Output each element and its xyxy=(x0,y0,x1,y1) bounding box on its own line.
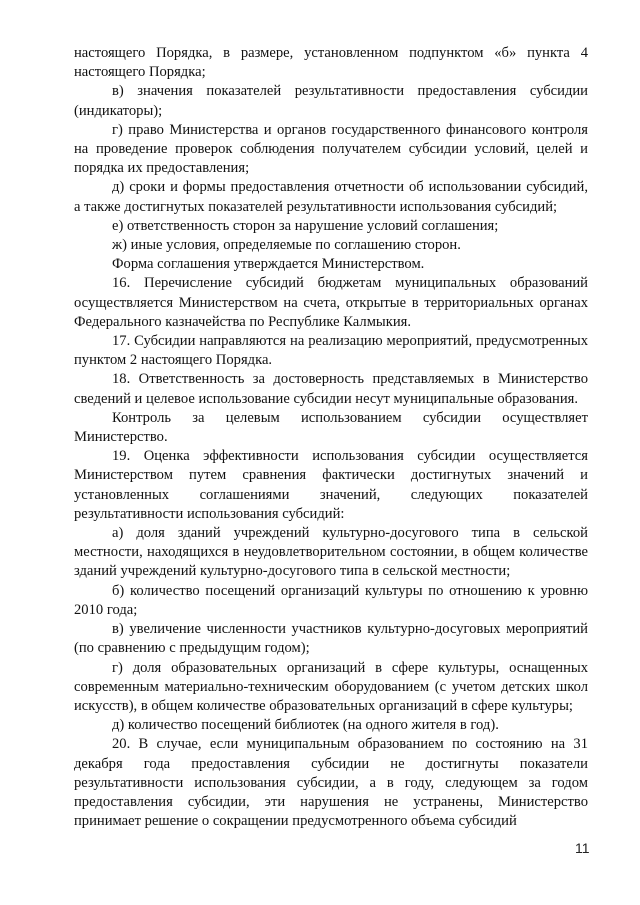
paragraph: 19. Оценка эффективности использования субсидии осуществляется Министерством путем сравнения фактически достигнутых значений и установленных соглашениями значений, следующих показателей результативности использования субсидий: xyxy=(74,448,588,522)
paragraph: а) доля зданий учреждений культурно-досугового типа в сельской местности, находящихся в неудовлетворительном состоянии, в общем количестве зданий учреждений культурно-досугового типа в сельской местности; xyxy=(74,525,588,580)
paragraph: настоящего Порядка, в размере, установленном подпунктом «б» пункта 4 настоящего Порядка; xyxy=(74,45,588,81)
document-body xyxy=(74,44,588,831)
paragraph: 16. Перечисление субсидий бюджетам муниципальных образований осуществляется Министерством на счета, открытые в территориальных органах Федерального казначейства по Республике Калмыкия. xyxy=(74,275,588,330)
paragraph: г) право Министерства и органов государственного финансового контроля на проведение проверок соблюдения получателем субсидии условий, целей и порядка их предоставления; xyxy=(74,121,588,177)
paragraph: 20. В случае, если муниципальным образованием по состоянию на 31 декабря года предоставления субсидии не достигнуты показатели результативности использования субсидии, а в году, следующем за годом предоставления субсидии, эти нарушения не устранены, Министерство принимает решение о сокращении предусмотренного объема субсидий xyxy=(74,736,588,830)
paragraph: Форма соглашения утверждается Министерством. xyxy=(112,256,425,273)
paragraph: в) значения показателей результативности предоставления субсидии (индикаторы); xyxy=(74,83,588,119)
paragraph: д) сроки и формы предоставления отчетности об использовании субсидий, а также достигнутых показателей результативности использования субсидий; xyxy=(74,179,588,215)
paragraph: 18. Ответственность за достоверность представляемых в Министерство сведений и целевое использование субсидии несут муниципальные образования. xyxy=(74,371,588,407)
paragraph: Контроль за целевым использованием субсидии осуществляет Министерство. xyxy=(74,409,588,446)
paragraph: г) доля образовательных организаций в сфере культуры, оснащенных современным материально-техническим оборудованием (с учетом детских школ искусств), в общем количестве образовательных организаций в сфере культуры; xyxy=(74,659,588,714)
page-number: 11 xyxy=(575,840,590,856)
paragraph: е) ответственность сторон за нарушение условий соглашения; xyxy=(112,217,499,234)
paragraph: 17. Субсидии направляются на реализацию мероприятий, предусмотренных пунктом 2 настоящего Порядка. xyxy=(74,333,588,369)
paragraph: ж) иные условия, определяемые по соглашению сторон. xyxy=(112,237,461,254)
paragraph: в) увеличение численности участников культурно-досуговых мероприятий (по сравнению с предыдущим годом); xyxy=(74,621,588,657)
paragraph: д) количество посещений библиотек (на одного жителя в год). xyxy=(112,717,499,734)
paragraph: б) количество посещений организаций культуры по отношению к уровню 2010 года; xyxy=(74,582,588,618)
